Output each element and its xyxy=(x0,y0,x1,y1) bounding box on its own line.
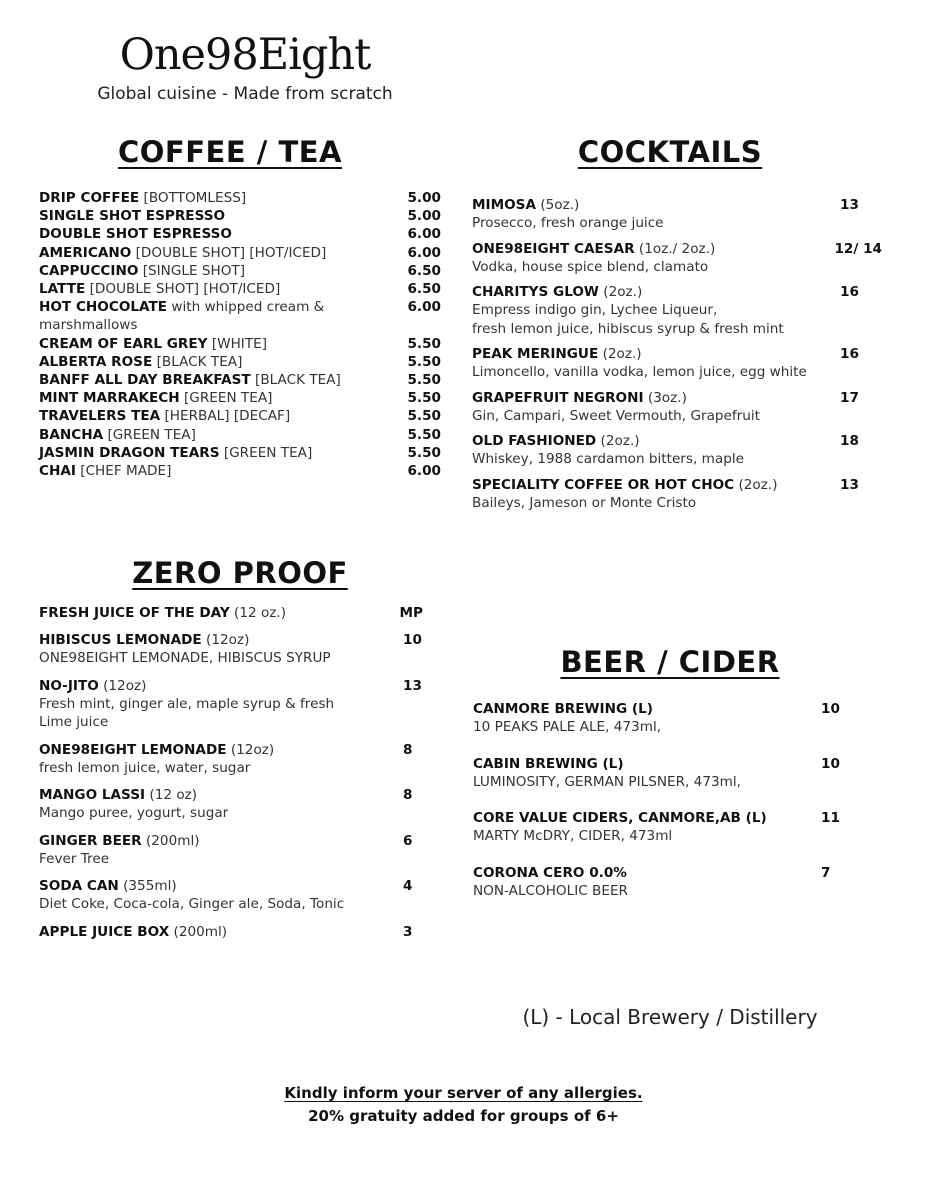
item-description: fresh lemon juice, hibiscus syrup & fresh mint xyxy=(472,320,784,337)
item-price: 3 xyxy=(403,923,413,940)
item-price: 6.50 xyxy=(407,281,441,298)
menu-item-label xyxy=(39,244,326,262)
item-name: GINGER BEER xyxy=(39,832,142,849)
menu-item-label xyxy=(39,280,280,298)
item-name: BANCHA xyxy=(39,426,104,443)
item-name: CHAI xyxy=(39,463,76,480)
item-name: PEAK MERINGUE xyxy=(472,346,599,362)
item-price: 4 xyxy=(403,878,413,894)
item-note: marshmallows xyxy=(39,317,138,334)
item-name: CORE VALUE CIDERS, CANMORE,AB (L) xyxy=(473,810,767,826)
gratuity-notice: 20% gratuity added for groups of 6+ xyxy=(308,1107,619,1125)
menu-item xyxy=(473,755,843,792)
item-note: with whipped cream & xyxy=(171,299,325,316)
cocktails-heading: COCKTAILS xyxy=(577,135,763,169)
item-note: (12 oz.) xyxy=(234,605,287,621)
menu-item xyxy=(39,207,441,225)
menu-item-label xyxy=(39,631,249,649)
item-note: [DOUBLE SHOT] [HOT/ICED] xyxy=(135,244,327,261)
item-note: [WHITE] xyxy=(211,335,268,352)
menu-item-label xyxy=(472,283,642,301)
menu-item-label xyxy=(39,189,246,207)
menu-item xyxy=(39,244,441,262)
item-note: (2oz.) xyxy=(602,346,642,362)
item-name: OLD FASHIONED xyxy=(472,433,597,449)
item-price: 8 xyxy=(403,741,413,758)
item-name: AMERICANO xyxy=(39,244,132,261)
menu-item xyxy=(472,240,882,277)
item-note: [SINGLE SHOT] xyxy=(142,262,246,279)
item-description: Empress indigo gin, Lychee Liqueur, xyxy=(472,302,718,318)
item-price: 6 xyxy=(403,832,413,849)
item-name: HOT CHOCOLATE xyxy=(39,299,168,316)
item-name: ALBERTA ROSE xyxy=(39,353,153,370)
item-name: HIBISCUS LEMONADE xyxy=(39,632,202,648)
item-note: [BLACK TEA] xyxy=(255,372,341,389)
item-price: 13 xyxy=(840,476,859,493)
item-note: (1oz./ 2oz.) xyxy=(638,240,716,257)
item-description: Fresh mint, ginger ale, maple syrup & fresh xyxy=(39,695,335,712)
item-note: [GREEN TEA] xyxy=(107,426,196,443)
menu-item-label xyxy=(39,923,227,941)
item-price: 6.00 xyxy=(407,226,441,243)
item-description: Gin, Campari, Sweet Vermouth, Grapefruit xyxy=(472,407,760,424)
item-name: LATTE xyxy=(39,281,86,298)
menu-item xyxy=(39,677,423,732)
menu-item xyxy=(39,877,423,914)
menu-item-label xyxy=(39,353,242,371)
menu-item xyxy=(39,353,441,371)
item-description: Lime juice xyxy=(39,714,109,730)
menu-item-label xyxy=(473,755,624,773)
menu-item-label xyxy=(472,240,715,258)
item-name: MIMOSA xyxy=(472,197,536,213)
item-name: ONE98EIGHT LEMONADE xyxy=(39,741,227,758)
item-description: Diet Coke, Coca-cola, Ginger ale, Soda, Tonic xyxy=(39,896,345,912)
menu-item xyxy=(472,476,882,513)
item-price: 6.50 xyxy=(407,262,441,279)
menu-item xyxy=(472,345,882,382)
item-name: ONE98EIGHT CAESAR xyxy=(472,240,635,257)
menu-item-label xyxy=(39,262,245,280)
menu-item-label xyxy=(39,604,286,622)
menu-item-label xyxy=(472,389,687,407)
item-description: 10 PEAKS PALE ALE, 473ml, xyxy=(473,719,662,735)
menu-item-label xyxy=(39,877,177,895)
item-name: CABIN BREWING (L) xyxy=(473,755,624,772)
menu-item xyxy=(472,432,882,469)
zero-proof-heading: ZERO PROOF xyxy=(132,556,348,590)
item-price: MP xyxy=(399,605,423,621)
item-price: 16 xyxy=(840,346,859,362)
item-price: 11 xyxy=(821,810,840,826)
menu-item-label xyxy=(473,809,767,827)
menu-item xyxy=(39,189,441,207)
item-note: [HERBAL] [DECAF] xyxy=(164,408,291,425)
item-note: (2oz.) xyxy=(600,433,640,449)
item-name: GRAPEFRUIT NEGRONI xyxy=(472,389,644,406)
item-name: SODA CAN xyxy=(39,878,119,894)
item-description: Prosecco, fresh orange juice xyxy=(472,215,664,231)
item-name: SPECIALITY COFFEE OR HOT CHOC xyxy=(472,476,735,493)
restaurant-name: One98Eight xyxy=(119,30,371,80)
item-name: CAPPUCCINO xyxy=(39,262,139,279)
item-description: ONE98EIGHT LEMONADE, HIBISCUS SYRUP xyxy=(39,650,331,666)
item-price: 5.50 xyxy=(407,444,441,461)
menu-item-label xyxy=(39,407,290,425)
item-price: 10 xyxy=(821,701,840,717)
menu-item xyxy=(39,298,441,316)
item-name: DOUBLE SHOT ESPRESSO xyxy=(39,226,232,243)
item-name: CREAM OF EARL GREY xyxy=(39,335,208,352)
menu-item xyxy=(39,741,423,778)
coffee-tea-heading: COFFEE / TEA xyxy=(118,135,342,169)
item-price: 5.50 xyxy=(407,335,441,352)
menu-item-label xyxy=(472,432,640,450)
item-description: Baileys, Jameson or Monte Cristo xyxy=(472,494,697,511)
item-price: 6.00 xyxy=(407,463,441,480)
menu-item xyxy=(39,444,441,462)
menu-item-label xyxy=(39,207,225,225)
menu-item-label xyxy=(39,298,324,316)
item-price: 5.00 xyxy=(407,190,441,206)
item-price: 16 xyxy=(840,284,859,300)
item-name: FRESH JUICE OF THE DAY xyxy=(39,605,230,621)
item-note: (3oz.) xyxy=(647,389,687,406)
item-price: 13 xyxy=(840,197,859,213)
menu-item-label xyxy=(39,335,267,353)
item-note: (200ml) xyxy=(145,832,200,849)
menu-item-label xyxy=(472,345,642,363)
menu-item xyxy=(473,864,843,901)
restaurant-tagline: Global cuisine - Made from scratch xyxy=(97,84,393,104)
item-name: APPLE JUICE BOX xyxy=(39,923,170,940)
menu-item xyxy=(39,316,441,334)
item-price: 10 xyxy=(403,632,422,648)
menu-item-label xyxy=(39,741,274,759)
item-name: MINT MARRAKECH xyxy=(39,390,180,407)
menu-item-label xyxy=(39,225,232,243)
item-note: (5oz.) xyxy=(540,197,580,213)
menu-item xyxy=(39,225,441,243)
local-legend: (L) - Local Brewery / Distillery xyxy=(522,1005,818,1029)
item-note: [BOTTOMLESS] xyxy=(143,190,247,206)
item-description: Mango puree, yogurt, sugar xyxy=(39,805,229,821)
menu-item-label xyxy=(39,371,341,389)
item-note: (2oz.) xyxy=(603,284,643,300)
menu-item-label xyxy=(39,389,272,407)
menu-item xyxy=(39,262,441,280)
menu-item-label xyxy=(472,476,778,494)
menu-item-label xyxy=(39,462,171,480)
menu-item-label xyxy=(473,864,627,882)
item-note: (12oz) xyxy=(103,677,147,694)
item-description: Vodka, house spice blend, clamato xyxy=(472,258,709,275)
menu-item xyxy=(39,407,441,425)
item-name: NO-JITO xyxy=(39,677,99,694)
item-price: 6.00 xyxy=(407,299,441,316)
item-name: CANMORE BREWING (L) xyxy=(473,701,653,717)
menu-item-label xyxy=(39,444,312,462)
coffee-tea-list xyxy=(39,189,441,480)
menu-item xyxy=(472,196,882,233)
item-name: TRAVELERS TEA xyxy=(39,408,161,425)
item-price: 5.50 xyxy=(407,372,441,389)
menu-item xyxy=(472,389,882,426)
item-note: [GREEN TEA] xyxy=(183,390,273,407)
beer-cider-list xyxy=(473,700,843,918)
item-note: (12oz) xyxy=(206,632,250,648)
item-price: 12/ 14 xyxy=(834,240,882,257)
menu-item xyxy=(39,631,423,668)
item-note: [CHEF MADE] xyxy=(80,463,172,480)
menu-item xyxy=(39,371,441,389)
item-price: 5.50 xyxy=(407,353,441,370)
allergy-notice: Kindly inform your server of any allergies. xyxy=(284,1084,643,1102)
item-price: 8 xyxy=(403,787,413,803)
item-description: Limoncello, vanilla vodka, lemon juice, egg white xyxy=(472,364,807,380)
item-note: (12oz) xyxy=(230,741,275,758)
item-note: (200ml) xyxy=(173,923,228,940)
item-price: 6.00 xyxy=(407,244,441,261)
item-price: 5.00 xyxy=(407,208,441,225)
item-price: 17 xyxy=(840,389,859,406)
item-price: 5.50 xyxy=(407,390,441,407)
item-note: [BLACK TEA] xyxy=(156,353,243,370)
menu-item xyxy=(39,462,441,480)
zero-proof-list xyxy=(39,604,423,950)
item-name: CORONA CERO 0.0% xyxy=(473,864,627,881)
item-note: (2oz.) xyxy=(738,476,778,493)
item-price: 18 xyxy=(840,433,859,449)
menu-item-label xyxy=(39,677,146,695)
item-description: Fever Tree xyxy=(39,850,110,867)
menu-item xyxy=(473,700,843,737)
menu-item xyxy=(39,426,441,444)
item-price: 13 xyxy=(403,677,422,694)
menu-item xyxy=(473,809,843,846)
menu-item xyxy=(39,389,441,407)
item-note: (355ml) xyxy=(123,878,177,894)
menu-item xyxy=(39,923,423,941)
menu-item xyxy=(39,604,423,622)
item-note: [DOUBLE SHOT] [HOT/ICED] xyxy=(89,281,281,298)
menu-item xyxy=(472,283,882,338)
menu-item-label xyxy=(39,316,138,334)
menu-item xyxy=(39,280,441,298)
menu-item-label xyxy=(39,426,196,444)
item-name: MANGO LASSI xyxy=(39,787,146,803)
item-name: SINGLE SHOT ESPRESSO xyxy=(39,208,226,225)
item-price: 10 xyxy=(821,755,840,772)
item-name: JASMIN DRAGON TEARS xyxy=(39,444,220,461)
menu-item xyxy=(39,832,423,869)
menu-item-label xyxy=(472,196,579,214)
item-price: 5.50 xyxy=(407,426,441,443)
item-note: (12 oz) xyxy=(149,787,198,803)
item-description: Whiskey, 1988 cardamon bitters, maple xyxy=(472,451,744,467)
beer-cider-heading: BEER / CIDER xyxy=(560,645,780,679)
item-price: 7 xyxy=(821,864,831,881)
menu-item xyxy=(39,335,441,353)
item-price: 5.50 xyxy=(407,408,441,425)
item-name: CHARITYS GLOW xyxy=(472,284,599,300)
item-name: BANFF ALL DAY BREAKFAST xyxy=(39,372,251,389)
menu-item xyxy=(39,786,423,823)
item-note: [GREEN TEA] xyxy=(223,444,313,461)
menu-item-label xyxy=(39,832,200,850)
item-description: LUMINOSITY, GERMAN PILSNER, 473ml, xyxy=(473,773,741,790)
menu-item-label xyxy=(473,700,653,718)
cocktails-list xyxy=(472,196,882,519)
item-description: NON-ALCOHOLIC BEER xyxy=(473,882,628,899)
item-description: fresh lemon juice, water, sugar xyxy=(39,759,251,776)
menu-item-label xyxy=(39,786,197,804)
item-description: MARTY McDRY, CIDER, 473ml xyxy=(473,828,673,844)
item-name: DRIP COFFEE xyxy=(39,190,140,206)
brand-header xyxy=(0,28,490,104)
